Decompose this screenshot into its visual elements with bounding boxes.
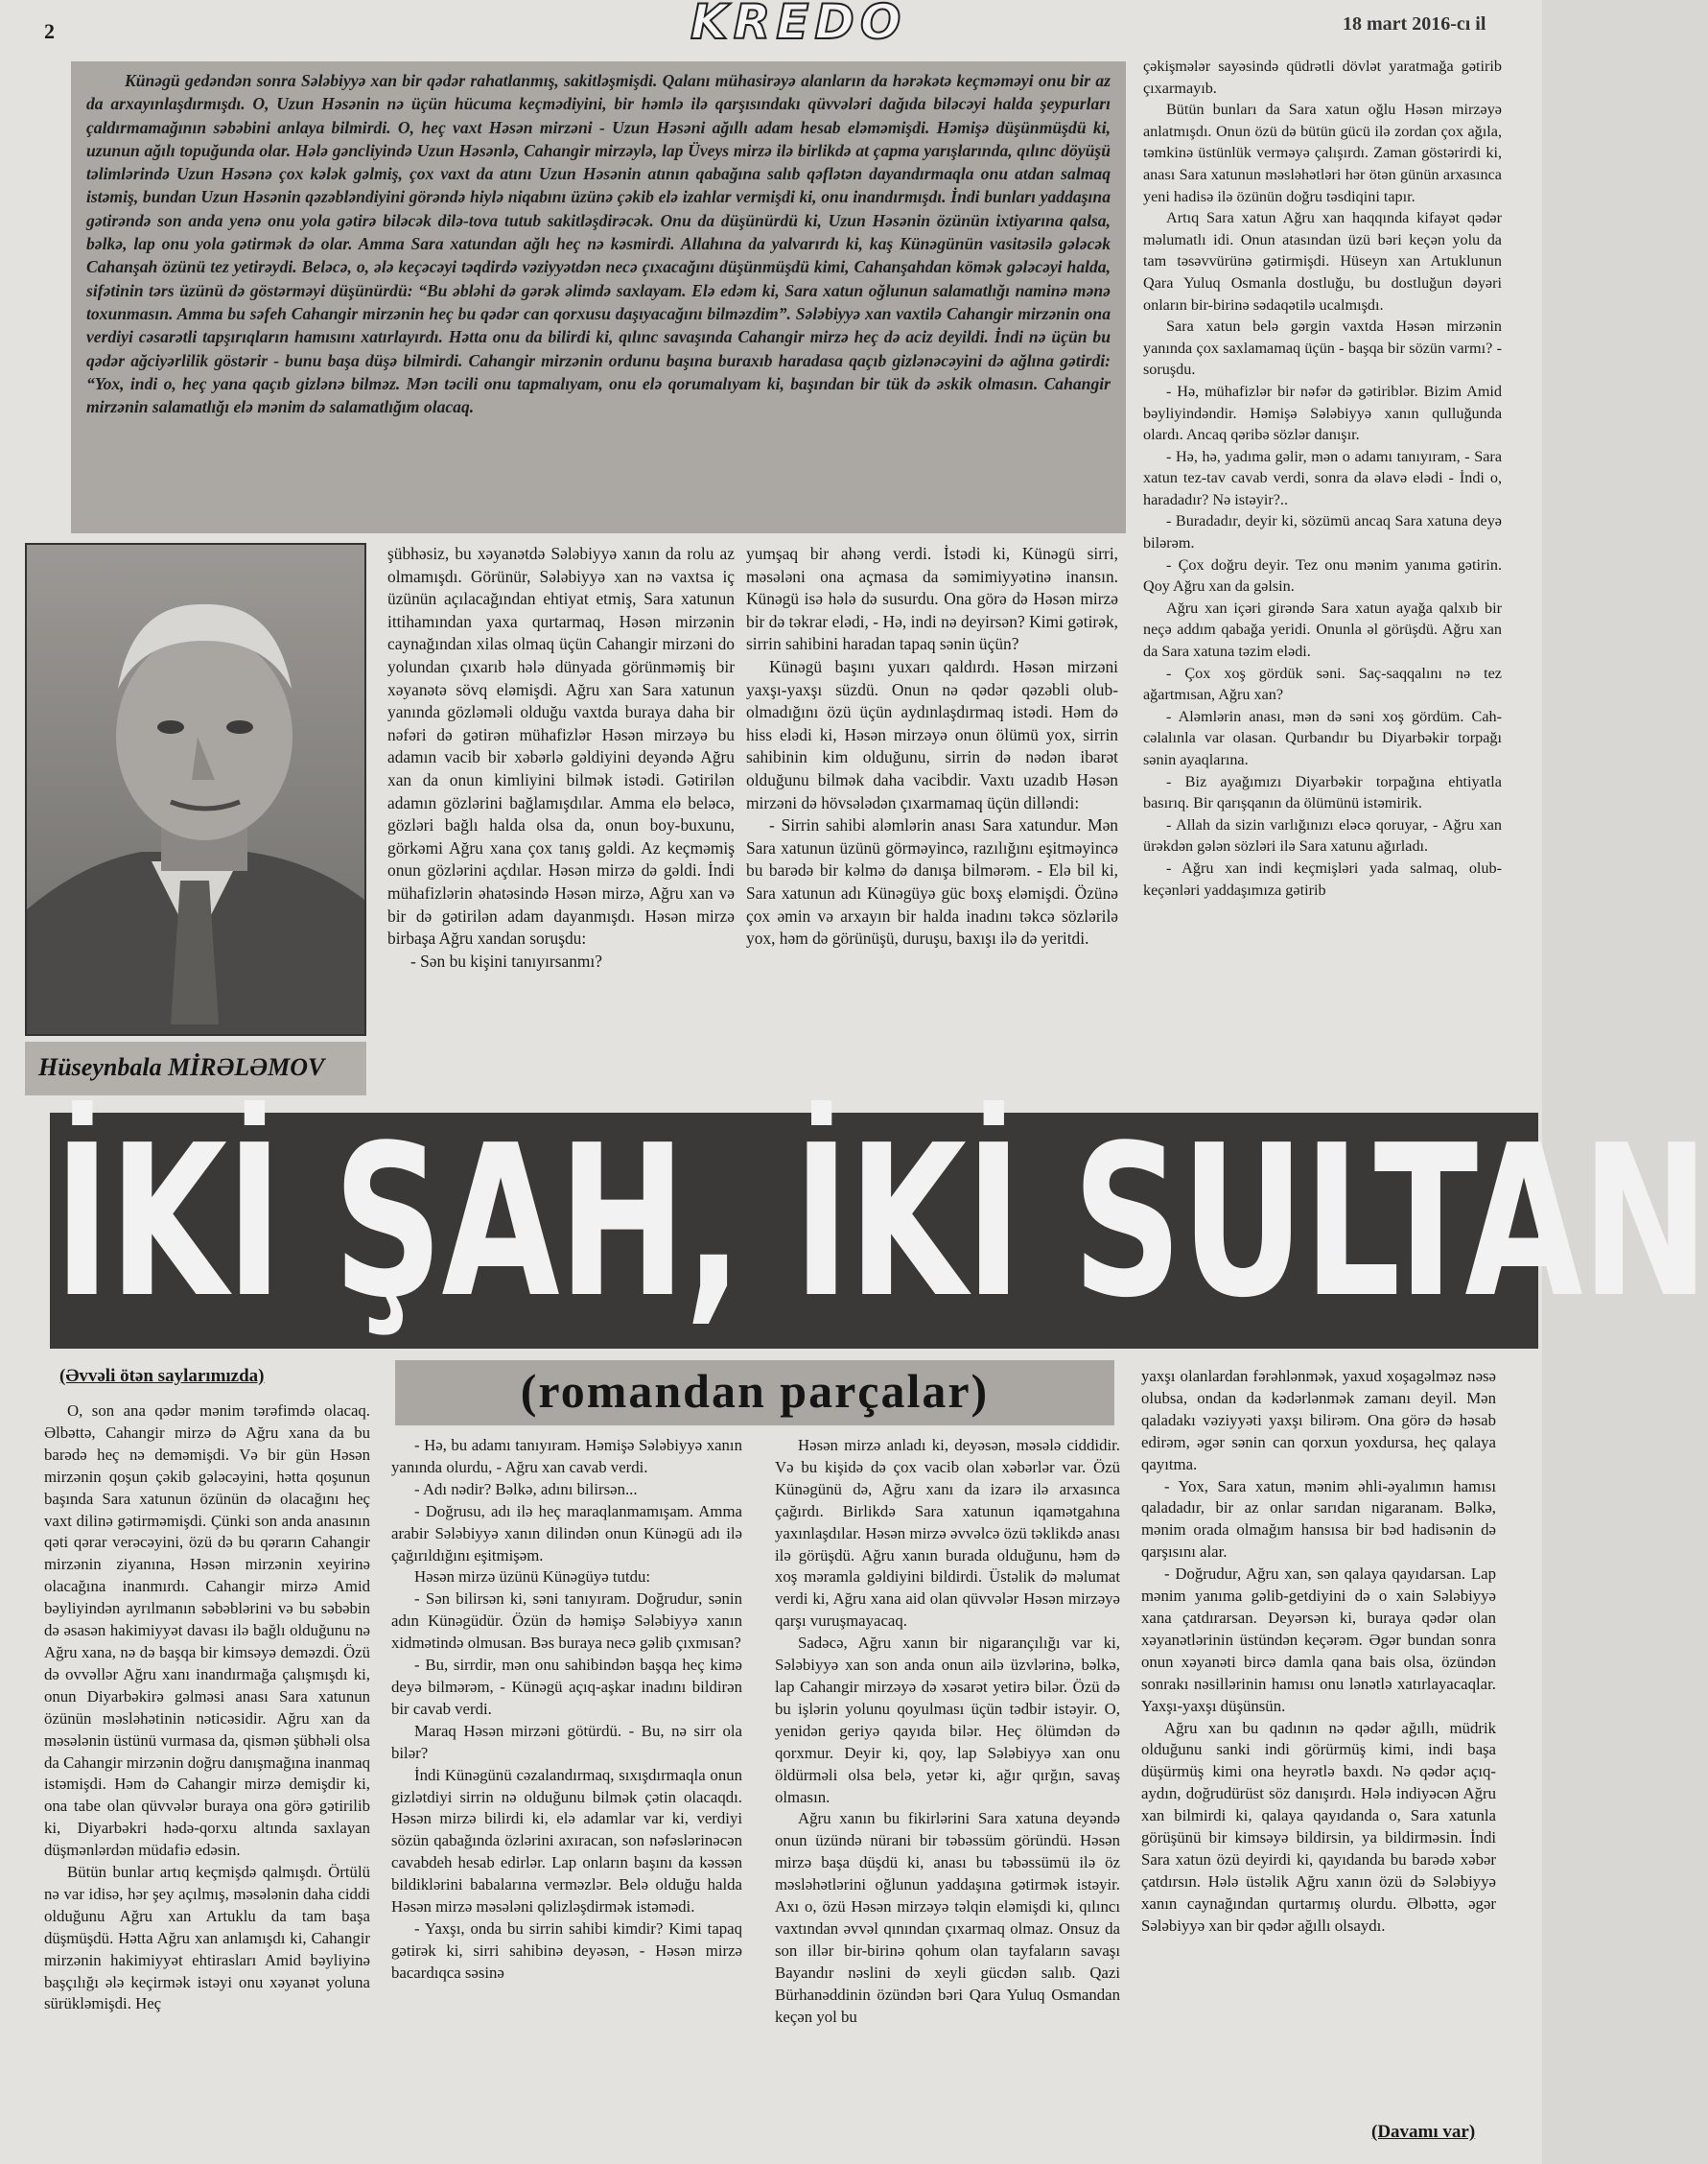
upper-col3-paragraph: - Çox doğru deyir. Tez onu mənim yanıma gətirin. Qoy Ağru xan da gəlsin. [1143,555,1502,596]
upper-col3-paragraph: - Çox xoş gördük səni. Saç-saqqalını nə tez ağartmısan, Ağru xan? [1143,664,1502,704]
lower-column-4 [1141,1366,1496,1938]
upper-col3-paragraph: - Biz ayağımızı Diyarbəkir torpağına ehtiyatla basırıq. Bir qarışqanın da ölümünü istəmirik. [1143,772,1502,812]
article-headline: İKİ ŞAH, İKİ SULTAN [54,1101,1708,1344]
upper-col3-paragraph: Bütün bunları da Sara xatun oğlu Həsən mirzəyə anlatmışdı. Onun özü də bütün gücü ilə zordan çox ağıla, təmkinə üstünlük verməyə çalışırdı. Zaman göstərirdi ki, anası Sara xatunun məsləhətləri hər ötən günün arxasınca yeni hadisə ilə özünün doğru təsdiqini tapır. [1143,101,1502,205]
lower-col3-paragraph: Ağru xanın bu fikirlərini Sara xatuna deyəndə onun üzündə nürani bir təbəssüm göründü. Həsən mirzə başa düşdü ki, anası bu təbəssümü ilə öz məsləhətlərini oğlunun yaddaşına gətirmək istəyir. Axı o, özü Həsən mirzəyə təlqin eləmişdi ki, qılıncı vaxtından əvvəl qınından çıxarmaq olmaz. Onsuz da son illər bir-birinə qohum olan tayfaların savaşı Bayandır nəslini də xeyli gücdən salıb. Qazi Bürhanəddinin özündən bəri Qara Yuluq Osmandan keçən yol bu [775,1809,1120,2026]
upper-col3-paragraph: - Aləmlərin anası, mən də səni xoş gördüm. Cah-cəlalınla var olasan. Qurbandır bu Diyarbəkir torpağı sənin ayaqlarına. [1143,707,1502,768]
lower-col2-paragraph: - Bu, sirrdir, mən onu sahibindən başqa heç kimə deyə bilmərəm, - Künəgü açıq-aşkar inadını bildirən bir cavab verdi. [391,1656,742,1718]
upper-col3-paragraph: - Ağru xan indi keçmişləri yada salmaq, olub-keçənləri yaddaşımıza gətirib [1143,859,1502,899]
lower-col3-paragraph: Sadəcə, Ağru xanın bir nigarançılığı var ki, Sələbiyyə xan son anda onun ailə üzvlərinə, bəlkə, lap Cahangir mirzəyə də xəsarət yetirə bilər. Özü də bu işlərin yolunu qoyulması üçün tədbir istəyir. O, yenidən geriyə qayıda bilər. Heç ölümdən də qorxmur. Deyir ki, qoy, lap Sələbiyyə xan onu öldürməli olsa belə, yetər ki, ağır qırğın, savaş olmasın. [775,1634,1120,1806]
upper-col3-paragraph: Artıq Sara xatun Ağru xan haqqında kifayət qədər məlumatlı idi. Onun atasından üzü bəri keçən yolu da tam təsəvvürünə gətirmişdi. Hüseyn xan Artuklunun Qara Yuluq Osmanla dostluğu, bu dostluğun dəyəri onların bir-birinə sədaqətilə ucalmışdı. [1143,209,1502,314]
lower-col2-paragraph: - Yaxşı, onda bu sirrin sahibi kimdir? Kimi tapaq gətirək ki, sirri sahibinə deyəsən, - Həsən mirzə bacardıqca səsinə [391,1918,742,1982]
lower-col4-paragraph: - Yox, Sara xatun, mənim əhli-əyalımın hamısı qaladadır, bir az onlar sarıdan nigaranam. Bəlkə, mənim orada olmağım hansısa bir bəd hadisənin də qarşısını alar. [1141,1476,1496,1562]
article-subtitle: (romandan parçalar) [395,1360,1114,1425]
upper-col3-paragraph: - Hə, hə, yadıma gəlir, mən o adamı tanıyıram, - Sara xatun tez-tav cavab verdi, sonra da əlavə elədi - İndi o, haradadır? Nə istəyir?.. [1143,447,1502,508]
upper-col2-paragraph: - Sirrin sahibi aləmlərin anası Sara xatundur. Mən Sara xatunun üzünü görməyincə, razılığını eşitməyincə bu barədə bir kəlmə də danışa bilmərəm. - Elə bil ki, Sara xatunun adı Künəgüyə güc boxş eləmişdi. Özünə çox əmin və arxayın bir halda inadını təkcə sözlərilə yox, həm də görünüşü, duruşu, baxışı ilə də yeritdi. [746,815,1118,949]
lower-col4-paragraph: - Doğrudur, Ağru xan, sən qalaya qayıdarsan. Lap mənim yanıma gəlib-getdiyini də o xain Sələbiyyə xana çatdırarsan. Deyərsən ki, buraya qədər olan xəyanətlərinin üstündən keçərəm. Əgər bundan sonra onun xəyanəti bircə damla qana bais olsa, özündən sonrakı nəsillərinin hamısı onu lənətlə xatırlayacaqlar. Yaxşı-yaxşı düşünsün. [1141,1564,1496,1715]
paper-name: KREDO [690,0,907,50]
upper-column-1 [387,543,735,973]
upper-col1-paragraph: - Sən bu kişini tanıyırsanmı? [410,951,602,971]
upper-column-2 [746,543,1118,951]
author-name: Hüseynbala MİRƏLƏMOV [25,1042,366,1095]
previous-issues-note: (Əvvəli ötən saylarımızda) [59,1366,265,1386]
upper-col3-paragraph: - Allah da sizin varlığınızı eləcə qoruyar, - Ağru xan ürəkdən gələn sözləri ilə Sara xatunu ağırladı. [1143,815,1502,856]
page-number: 2 [44,19,55,43]
lower-column-3 [775,1435,1120,2028]
upper-col3-paragraph: - Buradadır, deyir ki, sözümü ancaq Sara xatuna deyə bilərəm. [1143,512,1502,553]
upper-col3-paragraph: Sara xatun belə gərgin vaxtda Həsən mirzənin yanında çox saxlamamaq üçün - başqa bir sözün varmı? - soruşdu. [1143,318,1502,379]
upper-column-3 [1143,56,1502,901]
intro-text: Künəgü gedəndən sonra Sələbiyyə xan bir qədər rahatlanmış, sakitləşmişdi. Qalanı mühasirəyə alanların da hərəkətə keçməməyi onu bir az da arxayınlaşdırmışdı. O, Uzun Həsənin nə üçün hücuma keçmədiyini, bir həmlə ilə qarşısındakı qüvvələri dağıda biləcəyi halda şeypurları çaldırmamağının səbəbini anlaya bilmirdi. O, heç vaxt Həsən mirzəni - Uzun Həsəni ağıllı adam hesab eləməmişdi. Həmişə düşünmüşdü ki, uzunun ağılı topuğunda olar. Hələ gəncliyində Uzun Həsənlə, Cahangir mirzəylə, lap Üveys mirzə ilə birlikdə at çapma yarışlarında, qılınc döyüşü təlimlərində Uzun Həsənə çox kələk gəlmiş, çox vaxt da atını Uzun Həsənin atının qabağına salıb qəflətən dayandırmaqla onu atdan salmaq istəmiş, bundan Uzun Həsənin qəzəbləndiyini görəndə hiylə niqabını üzünə çəkib elə izahlar vermişdi ki, onu inandırmışdı. İndi bunları yaddaşına gətirəndə son anda yenə onu yola gətirə biləcək dilə-tova tutub sakitləşdirəcək. Onu da düşünürdü ki, Uzun Həsənin özünün ixtiyarına qalsa, bəlkə, lap onu yola gətirmək də olar. Amma Sara xatundan ağlı heç nə kəsmirdi. Allahına da yalvarırdı ki, kaş Künəgünün vasitəsilə gələcək Cahanşah özünü tez yetirəydi. Beləcə, o, ələ keçəcəyi təqdirdə vəziyyətdən necə çıxacağını düşünmüşdü kimi, Cahanşahdan kömək gələcəyi halda, sifətinin tərs üzünü də göstərməyi düşünürdü: “Bu əbləhi də gərək əlimdə saxlayam. Elə edəm ki, Sara xatun oğlunun salamatlığı naminə mənə toxunmasın. Amma bu səfeh Cahangir mirzənin heç bu qədər can qorxusu daşıyacağını bilməzdim”. Sələbiyyə xan vaxtilə Cahangir mirzənin ona verdiyi cəsarətli tapşırıqların hamısını xatırlayırdı. Hətta onu da bilirdi ki, qılınc savaşında Cahangir mirzə heç də aciz deyildi. İndi nə üçün bu qədər ağciyərlilik göstərir - bunu başa düşə bilmirdi. Cahangir mirzənin ordunu başına buraxıb haradasa qaçıb gizlənəcəyini də ağlına gətirdi: “Yox, indi o, heç yana qaçıb gizlənə bilməz. Mən təcili onu tapmalıyam, onu elə qorumalıyam ki, başından bir tük də əskik olmasın. Cahangir mirzənin salamatlığı elə mənim də salamatlığım olacaq. [86,71,1111,417]
upper-col3-paragraph: - Hə, mühafizlər bir nəfər də gətiriblər. Bizim Amid bəyliyindəndir. Həmişə Sələbiyyə xanın qulluğunda olardı. Ancaq qəribə sözlər danışır. [1143,382,1502,444]
lower-col3-paragraph: Həsən mirzə anladı ki, deyəsən, məsələ ciddidir. Və bu kişidə də çox vacib olan xəbərlər var. Özü Künəgünü də, Ağru xanı da izarə ilə arxasınca çağırdı. Birlikdə Sara xatunun iqamətgahına yaxınlaşdılar. Həsən mirzə əvvəlcə özü təklikdə anası ilə görüşdü. Ağru xanın burada olduğunu, həm də xoş məramla gəldiyini bildirdi. Üstəlik də məlumat verdi ki, Ağru xana aid olan qüvvələr Həsən mirzəyə qarşı vuruşmayacaq. [775,1436,1120,1631]
lower-col2-paragraph: Həsən mirzə üzünü Künəgüyə tutdu: [414,1567,651,1587]
upper-col3-paragraph: Ağru xan içəri girəndə Sara xatun ayağa qalxıb bir neçə addım qabağa yeridi. Onunla əl görüşdü. Ağru xan da Sara xatuna təzim elədi. [1143,599,1502,661]
lower-col2-paragraph: İndi Künəgünü cəzalandırmaq, sıxışdırmaqla onun gizlətdiyi sirrin nə olduğunu bilmək çətin olacaqdı. Həsən mirzə bilirdi ki, elə adamlar var ki, verdiyi sözün qabağında özlərini axıracan, son nəfəslərinəcən cavabdeh hesab edirlər. Lap onların başını da kəssən bildiklərini babalarına verməzlər. Belə olduğu halda Həsən mirzə məsələni qəlizləşdirmək istəmədi. [391,1765,742,1917]
upper-col2-paragraph: Künəgü başını yuxarı qaldırdı. Həsən mirzəni yaxşı-yaxşı süzdü. Onun nə qədər qəzəbli olub-olmadığını özü üçün aydınlaşdırmaq istədi. Həm də hiss elədi ki, Həsən mirzəyə onun ölümü yox, sirrin sahibinin kim olduğunu, sirrin də nədən ibarət olduğunu bilmək daha vacibdir. Vaxtı uzadıb Həsən mirzəni də hövsələdən çıxarmamaq üçün dilləndi: [746,656,1118,812]
upper-col3-paragraph: çəkişmələr sayəsində qüdrətli dövlət yaratmağa gətirib çıxarmayıb. [1143,58,1502,97]
lower-column-1 [44,1400,370,2015]
masthead [29,0,1525,48]
lower-col2-paragraph: - Doğrusu, adı ilə heç maraqlanmamışam. Amma arabir Sələbiyyə xanın dilindən onun Künəgü adı ilə çağırıldığını eşitmişəm. [391,1501,742,1564]
lower-col2-paragraph: - Adı nədir? Bəlkə, adını bilirsən... [414,1479,638,1498]
lower-col2-paragraph: - Sən bilirsən ki, səni tanıyıram. Doğrudur, sənin adın Künəgüdür. Özün də həmişə Sələbiyyə xanın xidmətində olmusan. Bəs buraya necə gəlib çıxmısan? [391,1589,742,1653]
lower-col4-paragraph: Ağru xan bu qadının nə qədər ağıllı, müdrik olduğunu sanki indi görürmüş kimi, indi başa düşürmüş kimi ona heyrətlə baxdı. Nə qədər açıq-aydın, doğrudürüst söz danışırdı. Hələ indiyəcən Ağru xan bilmirdi ki, qalaya qayıdanda o, Sara xatunla görüşünü bir kimsəyə bildirsin, ya bildirməsin. İndi Sara xatun özü deyirdi ki, qayıdanda bu barədə xəbər çatdırsın. Hələ üstəlik Ağru xanın özü də Sələbiyyə xanın caynağından qurtarmış olurdu. Əlbəttə, əgər Sələbiyyə xan bir qədər ağıllı olsaydı. [1141,1718,1496,1935]
lower-col2-paragraph: - Hə, bu adamı tanıyıram. Həmişə Sələbiyyə xanın yanında olurdu, - Ağru xan cavab verdi. [391,1436,742,1476]
lower-col1-paragraph: Bütün bunlar artıq keçmişdə qalmışdı. Örtülü nə var idisə, hər şey açılmış, məsələnin daha ciddi olduğunu Ağru xan Artuklu da tam başa düşmüşdü. Hətta Ağru xan anlamışdı ki, Cahangir mirzənin hakimiyyət ehtirasları Amid bəyliyinə başçılığı ələ keçirmək istəyi onu xəyanət yoluna sürükləmişdi. Heç [44,1863,370,2013]
lower-col4-paragraph: yaxşı olanlardan fərəhlənmək, yaxud xoşagəlməz nəsə olubsa, ondan da kədərlənmək zamanı deyil. Mən qaladakı vəziyyəti yaxşı bilirəm. Ona görə də həsab edirəm, əgər sənin can qorxun yoxdursa, heç qalaya qayıtma. [1141,1367,1496,1473]
lower-col2-paragraph: Maraq Həsən mirzəni götürdü. - Bu, nə sirr ola bilər? [391,1721,742,1762]
continued-note: (Davamı var) [1371,2122,1476,2142]
author-portrait-image [27,545,364,1034]
issue-date: 18 mart 2016-cı il [1343,13,1486,35]
intro-box [71,61,1126,533]
lower-col1-paragraph: O, son ana qədər mənim tərəfimdə olacaq. Əlbəttə, Cahangir mirzə də Ağru xana da bu barədə heç nə deməmişdi. Və bir gün Həsən mirzənin qoşun çəkib gələcəyini, hətta qoşunun başında Sara xatunun özünün də olacağını heç vaxt dilinə gətirməmişdi. Çünki son anda anasının qəti qərar verəcəyini, özü də bu qərarın Cahangir mirzənin ziyanına, Həsən mirzənin xeyirinə olacağına inanmırdı. Cahangir mirzə Amid bəyliyindən ayrılmanın səbəblərini və bu səbəbin də əsasən hakimiyyət davası ilə bağlı olduğunu nə Ağru xana, nə də başqa bir kimsəyə deməzdi. Özü də ovvəllər Ağru xanı inandırmağa çalışmışdı ki, onun Diyarbəkirə gəlməsi anası Sara xatunun özünün məsləhətinin nəticəsidir. Ağru xan da məsələnin üstünü vurmasa da, qismən şübhəli olsa da Cahangir mirzənin doğru danışmağına inanmaq istəmişdi. Həm də Cahangir mirzə demişdir ki, ona tabe olan qüvvələr buraya ona görə gətirilib ki, Diyarbəkri hədə-qorxu altında saxlayan düşmənlərdən müdafiə edəsin. [44,1401,370,1860]
author-photo [25,543,366,1036]
upper-col2-paragraph: yumşaq bir ahəng verdi. İstədi ki, Künəgü sirri, məsələni ona açmasa da səmimiyyətinə inansın. Künəgü isə hələ də susurdu. Ona görə də Həsən mirzə bir də təkrar elədi, - Hə, indi nə deyirsən? Kimi gətirək, sirrin sahibini haradan tapaq sənin üçün? [746,544,1118,654]
lower-column-2 [391,1435,742,1985]
upper-col1-paragraph: şübhəsiz, bu xəyanətdə Sələbiyyə xanın da rolu az olmamışdı. Görünür, Sələbiyyə xan nə vaxtsa iç üzünün açılacağından ehtiyat etmiş, Sara xatunun ittihamından yaxa qurtarmaq, Həsən mirzənin caynağından xilas olmaq üçün Cahangir mirzəni do yolundan çıxarıb hələ dünyada görünməmiş bir xəyanətə sövq eləmişdi. Ağru xan Sara xatunun yanında gözləməli olduğu vaxtda buraya daha bir nəfəri də gətirən mühafizlər Həsən mirzəyə bu adamın vacib bir xəbərlə gəldiyini deyəndə Ağru xan da onun kimliyini bilmək istədi. Gətirilən adamın gözlərini bağlamışdılar. Amma elə beləcə, gözləri bağlı halda olsa da, onun boy-buxunu, görkəmi Ağru xana çox tanış gəldi. Az keçməmiş onun gözlərini açdılar. Həsən mirzə də gəldi. İndi mühafizlərin əhatəsində Həsən mirzə, Ağru xan və bir də gətirilən adam dayanmışdı. Həsən mirzə birbaşa Ağru xandan soruşdu: [387,544,735,949]
